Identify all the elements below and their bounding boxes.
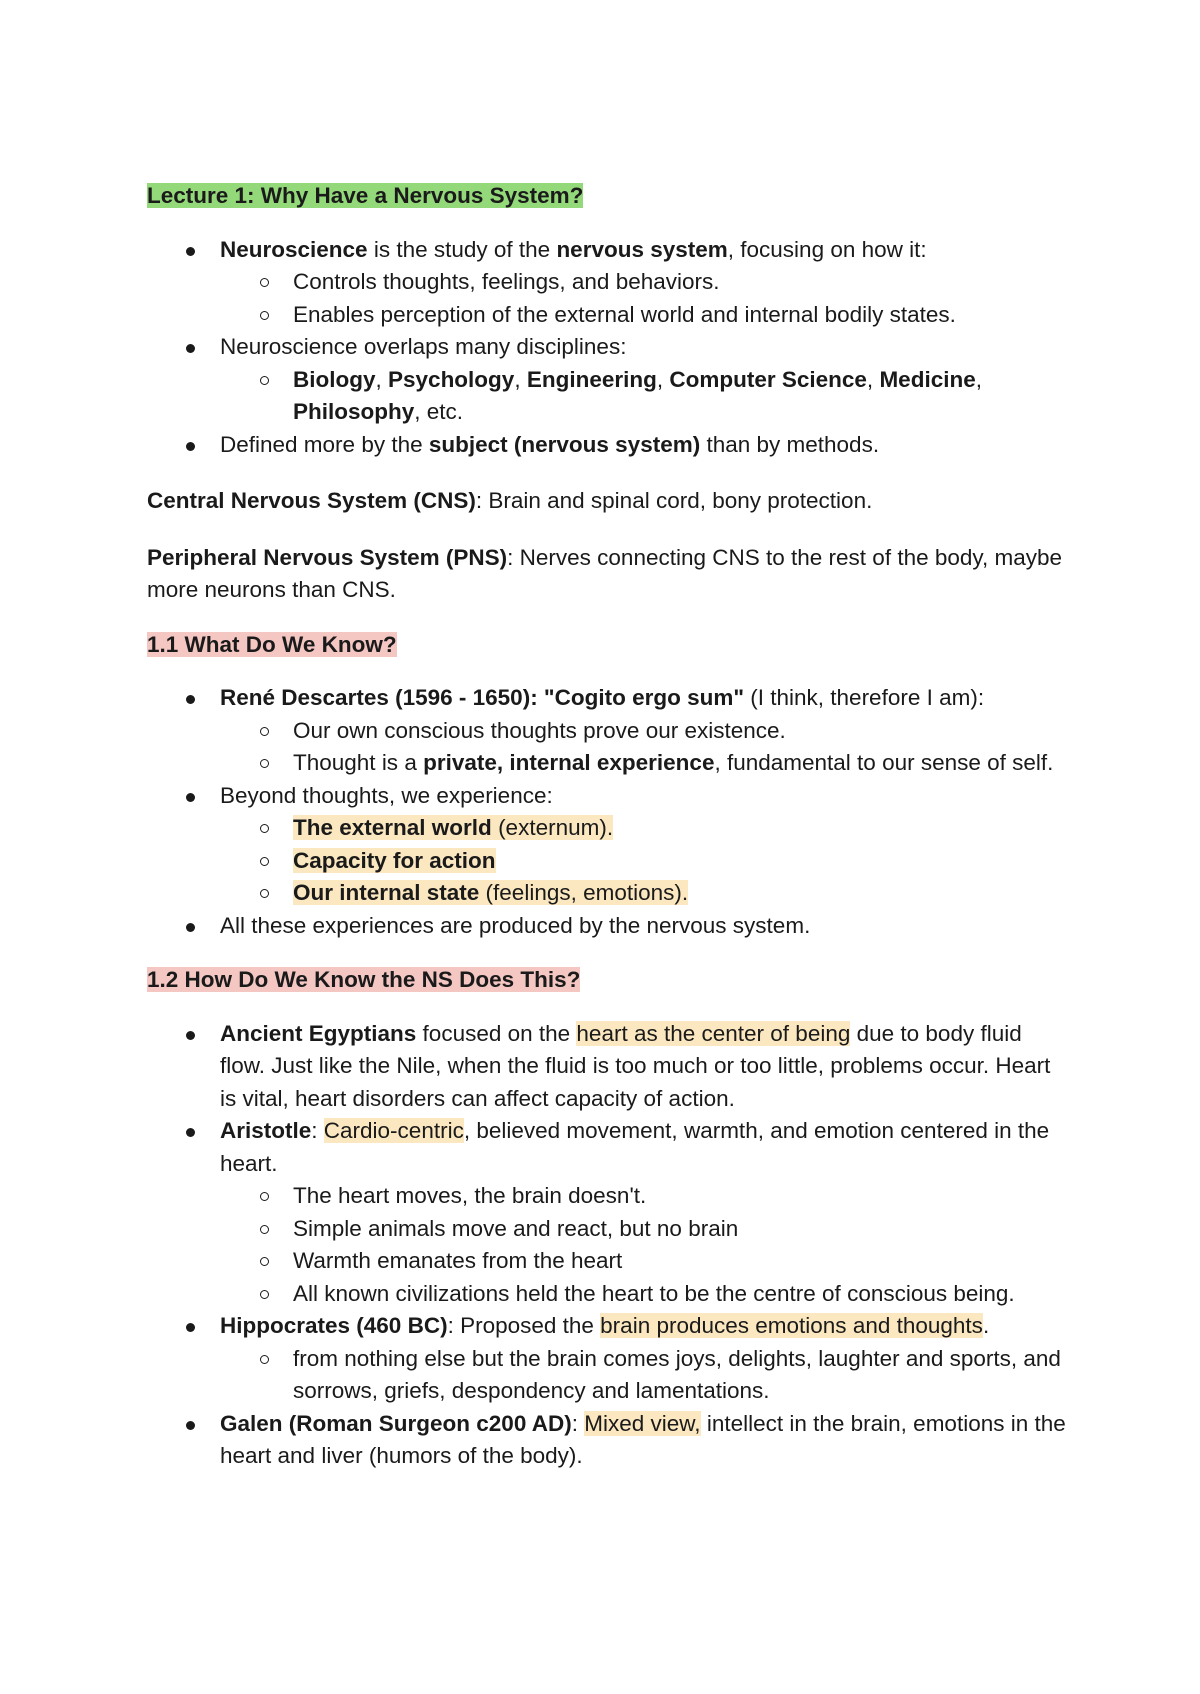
- separator: ,: [514, 366, 527, 392]
- term: Our internal state: [293, 880, 480, 905]
- term-descartes: René Descartes (1596 - 1650): "Cogito ergo sum": [220, 685, 745, 710]
- list-item: Controls thoughts, feelings, and behaviors.: [147, 266, 1070, 299]
- text: : Proposed the: [447, 1313, 601, 1338]
- text: focused on the: [416, 1020, 577, 1046]
- term-cns: Central Nervous System (CNS): [147, 488, 476, 513]
- cns-definition: [147, 485, 1070, 518]
- sub-list: [147, 1180, 1070, 1310]
- term-egyptians: Ancient Egyptians: [220, 1020, 417, 1046]
- text: .: [982, 1313, 990, 1338]
- sub-list: [147, 715, 1070, 780]
- term-hippocrates: Hippocrates (460 BC): [220, 1313, 448, 1338]
- separator: ,: [975, 366, 982, 392]
- text: Beyond thoughts, we experience:: [220, 782, 553, 808]
- list-item: [147, 845, 1070, 878]
- sub-list: [147, 1343, 1070, 1408]
- list-item: [147, 747, 1070, 780]
- section-title: 1.2 How Do We Know the NS Does This?: [147, 967, 581, 992]
- term-neuroscience: Neuroscience: [220, 236, 368, 262]
- sub-list: [147, 812, 1070, 910]
- term-private: private, internal experience: [423, 750, 715, 775]
- list-item-disciplines: [147, 364, 1070, 429]
- term-galen: Galen (Roman Surgeon c200 AD): [220, 1410, 572, 1436]
- separator: ,: [656, 366, 670, 392]
- text: due to body fluid flow. Just like the Nile, when the fluid is too much or too little, problems occur. Heart is vital, heart disorders can affect capacity of action.: [220, 1020, 1051, 1111]
- list-item: The heart moves, the brain doesn't.: [147, 1180, 1070, 1213]
- sub-list: [147, 266, 1070, 331]
- discipline: Computer Science: [669, 366, 867, 392]
- list-item: [147, 812, 1070, 845]
- text: :: [311, 1118, 324, 1143]
- list-item: Warmth emanates from the heart: [147, 1245, 1070, 1278]
- list-item: [147, 234, 1070, 332]
- section-title: 1.1 What Do We Know?: [147, 631, 397, 657]
- text: Thought is a: [293, 750, 424, 775]
- text: : Nerves connecting CNS to the rest of the body, maybe more neurons than CNS.: [147, 544, 1063, 602]
- intro-list: [147, 234, 1070, 462]
- separator: ,: [375, 366, 389, 392]
- text: Neuroscience overlaps many disciplines:: [220, 334, 627, 359]
- text: , fundamental to our sense of self.: [714, 750, 1054, 775]
- text: (feelings, emotions).: [479, 880, 689, 905]
- list-item: [147, 682, 1070, 780]
- list-item: Enables perception of the external world and internal bodily states.: [147, 299, 1070, 332]
- list-item: Our own conscious thoughts prove our existence.: [147, 715, 1070, 748]
- term: The external world: [293, 815, 492, 840]
- text: intellect in the brain, emotions in the heart and liver (humors of the body).: [220, 1410, 1066, 1468]
- text: , believed movement, warmth, and emotion centered in the heart.: [220, 1118, 1050, 1176]
- pns-definition: [147, 542, 1070, 607]
- list-item: [147, 1018, 1070, 1116]
- highlight: [293, 880, 688, 905]
- discipline: Engineering: [526, 366, 657, 392]
- list-item: [147, 877, 1070, 910]
- list-item: All known civilizations held the heart to be the centre of conscious being.: [147, 1278, 1070, 1311]
- text: (I think, therefore I am):: [744, 685, 985, 710]
- text: , etc.: [414, 399, 464, 424]
- lecture-title: Lecture 1: Why Have a Nervous System?: [147, 183, 584, 208]
- highlight: heart as the center of being: [576, 1020, 851, 1046]
- separator: ,: [866, 366, 880, 392]
- text: is the study of the: [367, 236, 557, 262]
- highlight: Cardio-centric: [323, 1118, 464, 1143]
- discipline: Philosophy: [293, 399, 415, 424]
- term-aristotle: Aristotle: [220, 1118, 312, 1143]
- text: : Brain and spinal cord, bony protection.: [475, 488, 873, 513]
- discipline: Medicine: [879, 366, 976, 392]
- section-heading: [147, 629, 1070, 662]
- text: (externum).: [491, 815, 614, 840]
- text: :: [571, 1410, 585, 1436]
- list-item: Simple animals move and react, but no brain: [147, 1213, 1070, 1246]
- term-subject: subject (nervous system): [428, 431, 701, 457]
- list-item: [147, 1408, 1070, 1473]
- highlight: brain produces emotions and thoughts: [600, 1313, 983, 1338]
- term-nervous-system: nervous system: [556, 236, 728, 262]
- highlight: [293, 848, 496, 873]
- list-item: from nothing else but the brain comes joys, delights, laughter and sports, and sorrows, griefs, despondency and lamentations.: [147, 1343, 1070, 1408]
- text: than by methods.: [700, 431, 880, 457]
- sub-list: [147, 364, 1070, 429]
- section-1-2-list: [147, 1018, 1070, 1473]
- text: , focusing on how it:: [727, 236, 927, 262]
- term: Capacity for action: [293, 847, 496, 873]
- list-item: [147, 780, 1070, 910]
- list-item: [147, 1310, 1070, 1408]
- text: Defined more by the: [220, 431, 429, 457]
- discipline: Psychology: [388, 366, 515, 392]
- list-item: [147, 1115, 1070, 1310]
- list-item: [147, 429, 1070, 462]
- term-pns: Peripheral Nervous System (PNS): [147, 544, 508, 570]
- highlight: Mixed view,: [584, 1410, 701, 1436]
- lecture-heading: [147, 180, 1070, 213]
- section-1-1-list: [147, 682, 1070, 942]
- list-item: [147, 331, 1070, 429]
- discipline: Biology: [293, 366, 376, 392]
- section-heading: [147, 964, 1070, 997]
- highlight: [293, 815, 613, 840]
- list-item: All these experiences are produced by the nervous system.: [147, 910, 1070, 943]
